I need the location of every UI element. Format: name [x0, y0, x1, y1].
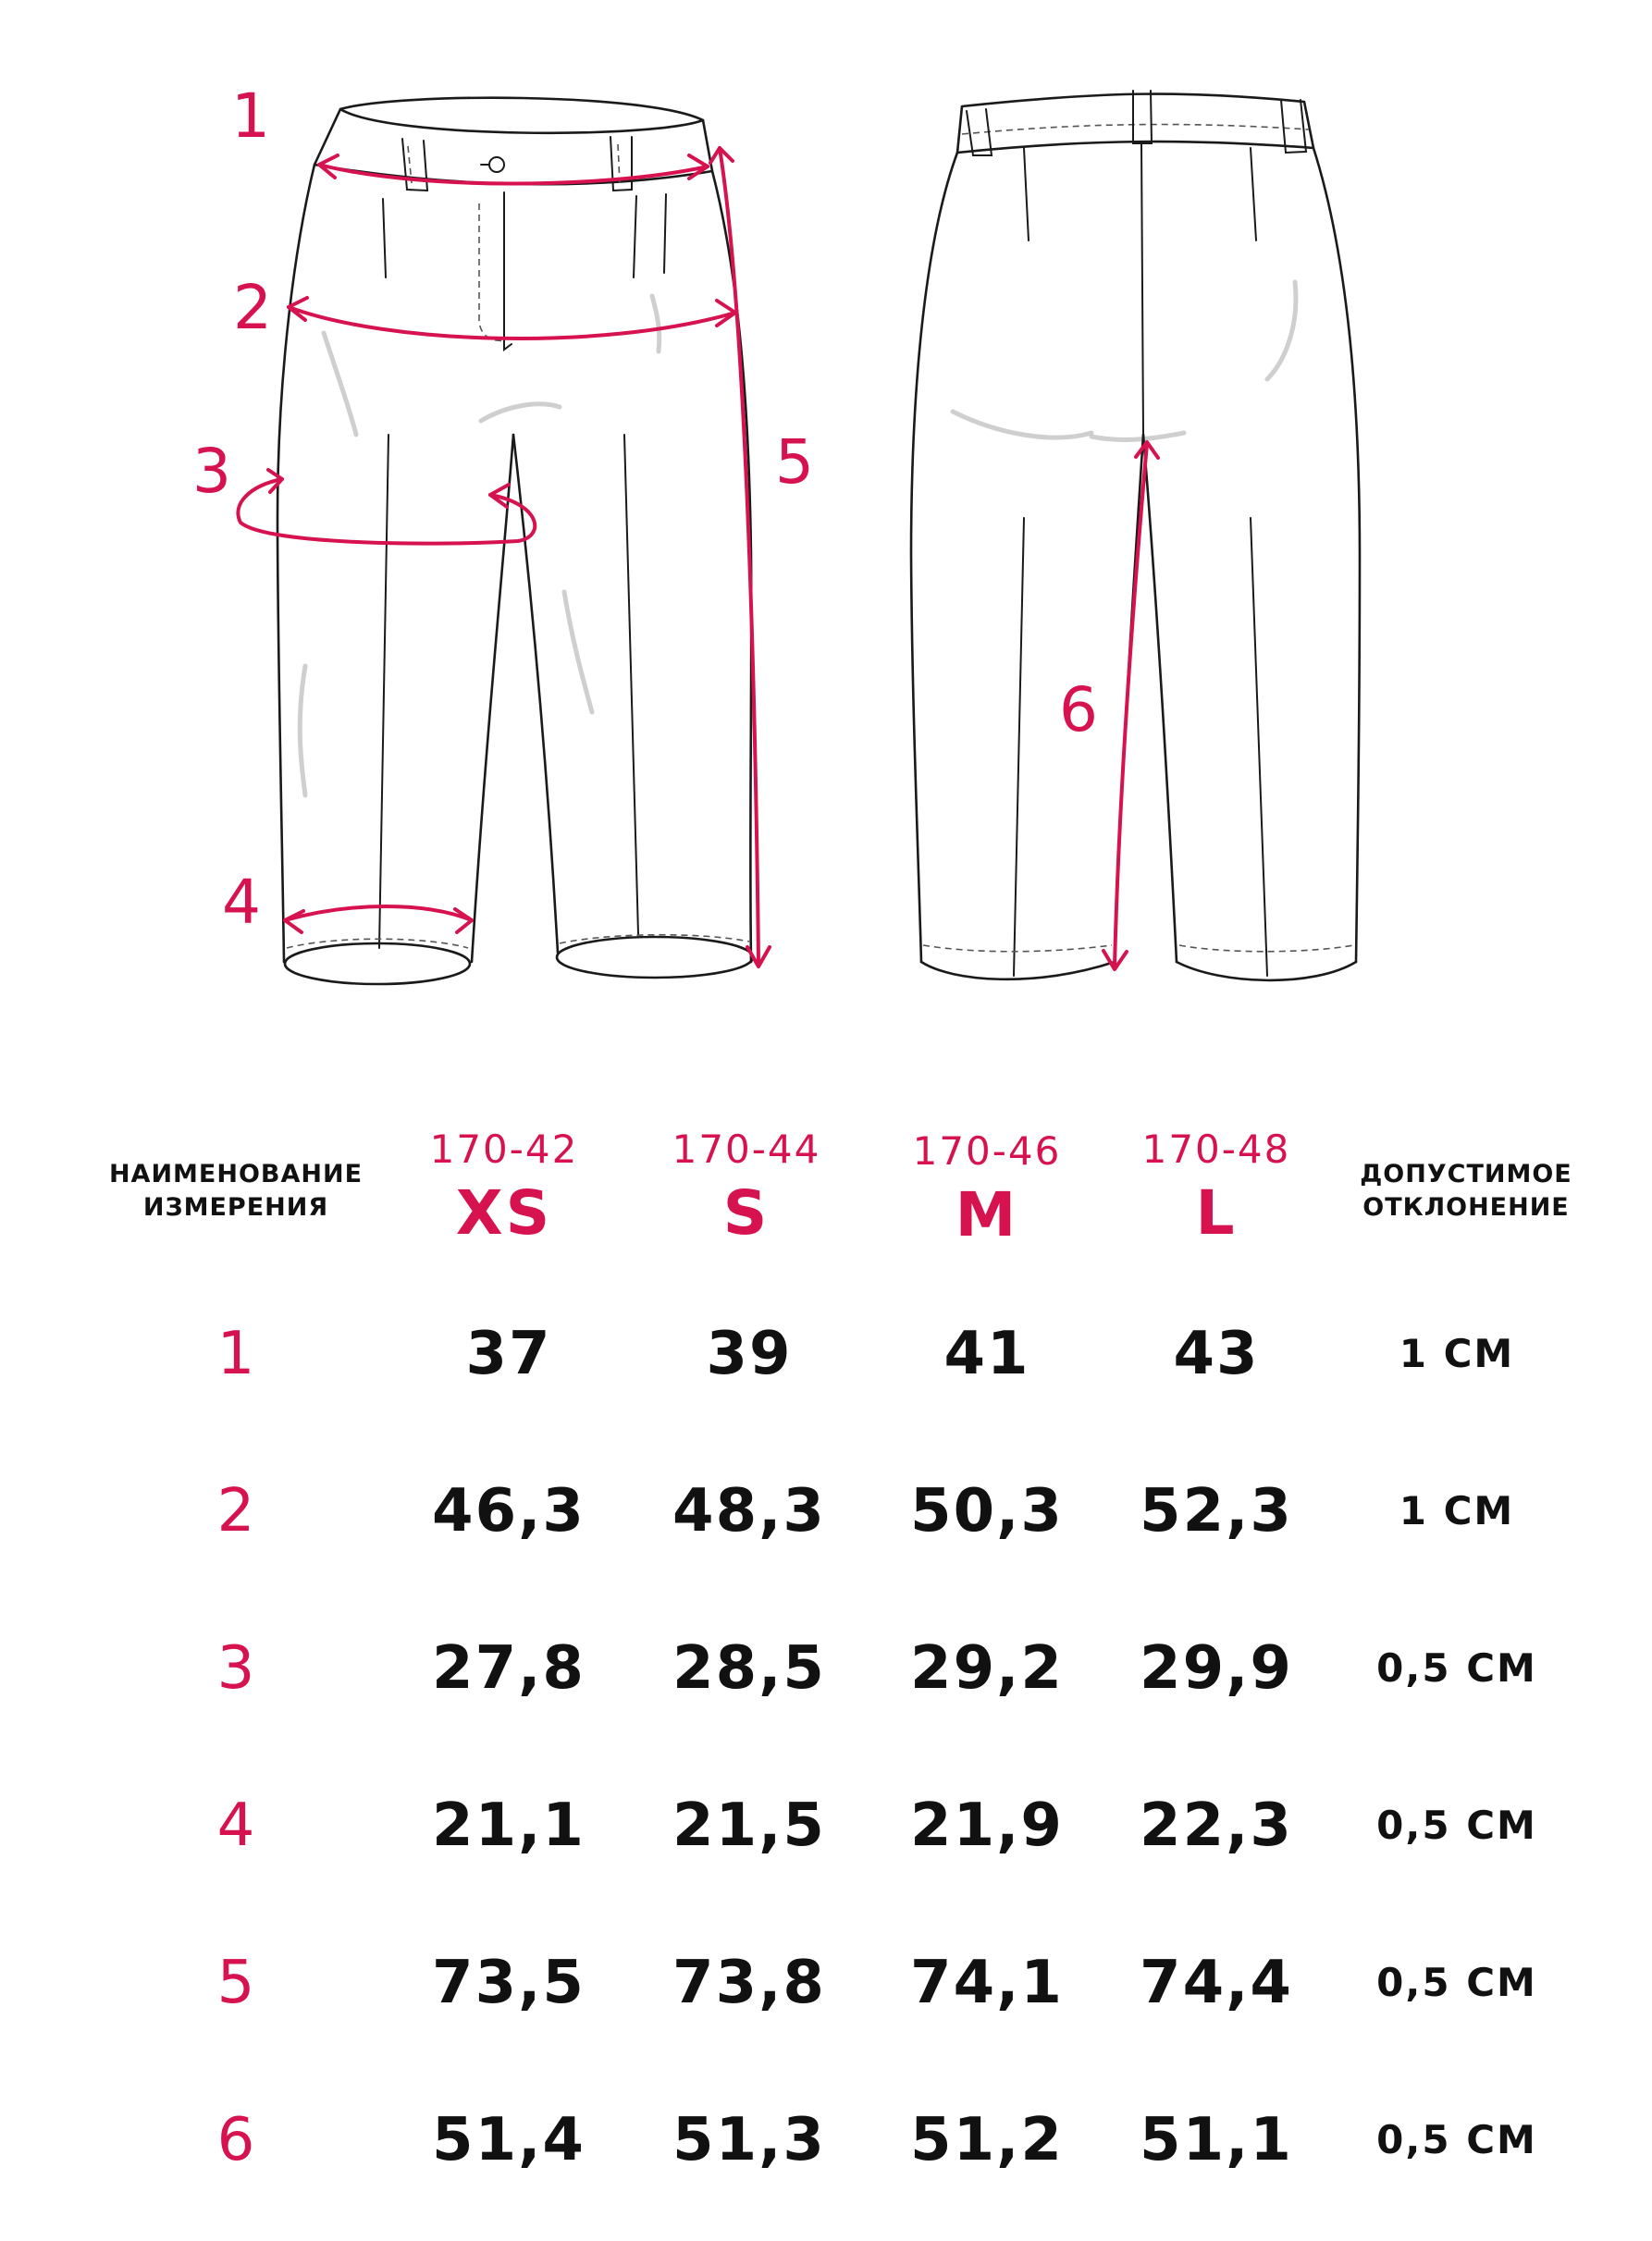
- value-l: 51,1: [1140, 2106, 1293, 2174]
- value-xs: 51,4: [432, 2106, 586, 2174]
- size-code: 170-42: [429, 1127, 579, 1172]
- value-xs: 37: [465, 1320, 552, 1388]
- table-row: [0, 1308, 1652, 1400]
- size-code: 170-48: [1141, 1127, 1291, 1172]
- measurement-number: 1: [216, 1320, 255, 1388]
- tolerance-value: 0,5 СМ: [1376, 1803, 1537, 1848]
- diagram-label-1: 1: [231, 80, 270, 152]
- tolerance-header: [1332, 1158, 1600, 1225]
- table-row: [0, 1937, 1652, 2029]
- value-s: 28,5: [672, 1634, 826, 1703]
- tolerance-value: 0,5 СМ: [1376, 1960, 1537, 2005]
- measurement-arrow-5: [710, 148, 770, 967]
- value-xs: 21,1: [432, 1792, 586, 1860]
- value-l: 29,9: [1140, 1634, 1293, 1703]
- measurement-name-header-text: НАИМЕНОВАНИЕ ИЗМЕРЕНИЯ: [108, 1160, 364, 1222]
- pants-back-view: [911, 91, 1360, 980]
- size-code: 170-44: [672, 1127, 821, 1172]
- size-name: S: [722, 1177, 771, 1249]
- value-m: 41: [943, 1320, 1030, 1388]
- size-header-s: [649, 1127, 844, 1249]
- value-xs: 27,8: [432, 1634, 586, 1703]
- diagram-label-2: 2: [233, 272, 272, 343]
- value-m: 21,9: [910, 1792, 1064, 1860]
- measurement-name-header: [102, 1158, 370, 1225]
- tolerance-value: 1 СМ: [1399, 1488, 1515, 1533]
- value-s: 73,8: [672, 1949, 826, 2017]
- size-name: M: [955, 1179, 1019, 1250]
- size-name: XS: [455, 1177, 553, 1249]
- table-row: [0, 2094, 1652, 2186]
- measurement-number: 4: [216, 1792, 255, 1860]
- value-l: 22,3: [1140, 1792, 1293, 1860]
- value-xs: 46,3: [432, 1477, 586, 1545]
- table-row: [0, 1622, 1652, 1715]
- value-s: 21,5: [672, 1792, 826, 1860]
- value-m: 50,3: [910, 1477, 1064, 1545]
- tolerance-value: 0,5 СМ: [1376, 1645, 1537, 1691]
- measurement-number: 5: [216, 1949, 255, 2017]
- value-m: 51,2: [910, 2106, 1064, 2174]
- size-code: 170-46: [912, 1128, 1062, 1174]
- table-row: [0, 1779, 1652, 1872]
- value-s: 39: [706, 1320, 793, 1388]
- diagram-label-4: 4: [222, 867, 261, 938]
- tolerance-value: 1 СМ: [1399, 1331, 1515, 1376]
- value-l: 74,4: [1140, 1949, 1293, 2017]
- diagram-label-5: 5: [775, 426, 814, 498]
- diagram-label-6: 6: [1059, 674, 1098, 745]
- value-m: 74,1: [910, 1949, 1064, 2017]
- measurement-arrow-4: [285, 906, 472, 932]
- size-header-xs: [407, 1127, 601, 1249]
- diagram-label-3: 3: [192, 436, 231, 507]
- measurement-arrow-2: [289, 298, 735, 339]
- tolerance-header-text: ДОПУСТИМОЕ ОТКЛОНЕНИЕ: [1360, 1160, 1572, 1222]
- value-m: 29,2: [910, 1634, 1064, 1703]
- tolerance-value: 0,5 СМ: [1376, 2117, 1537, 2162]
- value-xs: 73,5: [432, 1949, 586, 2017]
- size-header-l: [1119, 1127, 1313, 1249]
- measurement-number: 2: [216, 1477, 255, 1545]
- value-l: 43: [1173, 1320, 1260, 1388]
- table-row: [0, 1465, 1652, 1558]
- size-header-m: [890, 1128, 1084, 1250]
- value-s: 51,3: [672, 2106, 826, 2174]
- size-name: L: [1195, 1177, 1238, 1249]
- value-s: 48,3: [672, 1477, 826, 1545]
- value-l: 52,3: [1140, 1477, 1293, 1545]
- measurement-number: 6: [216, 2106, 255, 2174]
- measurement-number: 3: [216, 1634, 255, 1703]
- pants-measurement-diagram: [0, 0, 1652, 1027]
